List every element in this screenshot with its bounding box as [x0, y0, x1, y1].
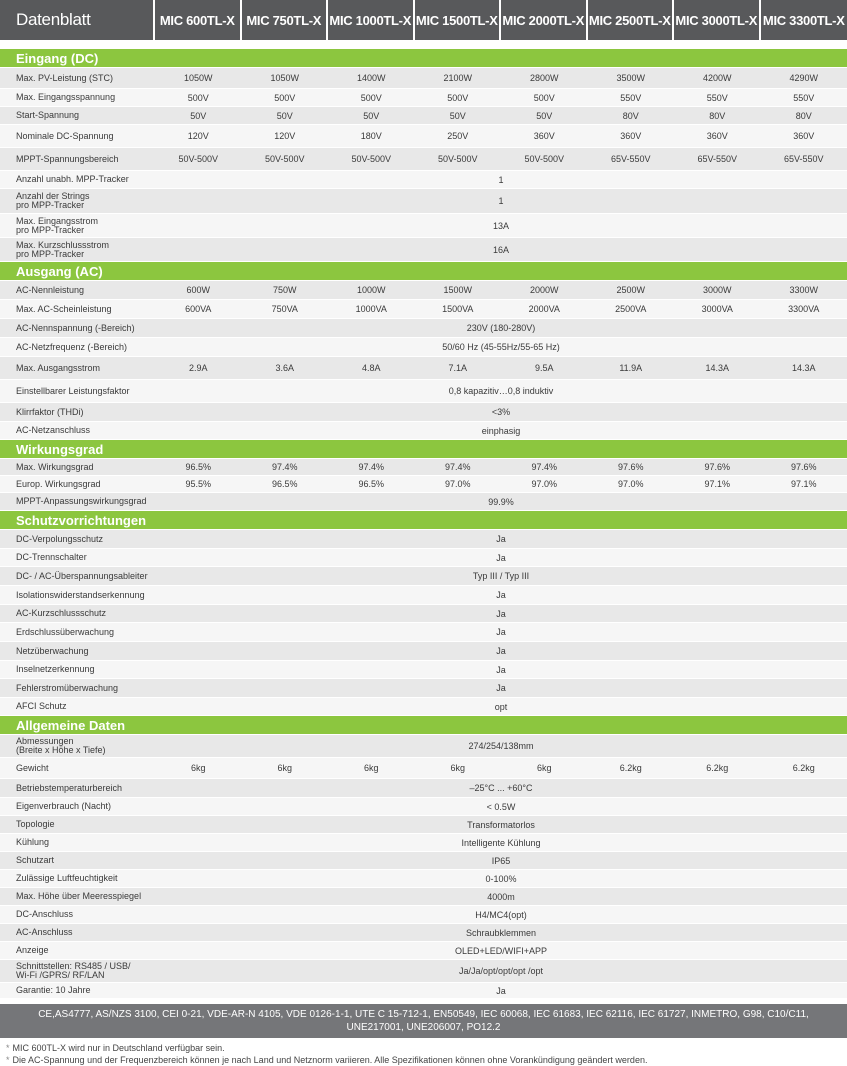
spec-value: Ja — [155, 548, 847, 566]
spec-value: 180V — [328, 124, 415, 147]
spec-label: Max. Ausgangsstrom — [0, 356, 155, 379]
spec-value: 250V — [415, 124, 502, 147]
spec-value: 3000VA — [674, 299, 761, 318]
spec-row — [0, 869, 847, 887]
spec-row — [0, 337, 847, 356]
spec-row — [0, 604, 847, 622]
spec-value: 97.1% — [761, 475, 847, 492]
spec-value: Intelligente Kühlung — [155, 833, 847, 851]
spec-value: 500V — [415, 88, 502, 106]
spec-label: Gewicht — [0, 757, 155, 778]
spec-row — [0, 833, 847, 851]
model-header: MIC 750TL-X — [242, 0, 329, 40]
spec-value: Ja/Ja/opt/opt/opt /opt — [155, 959, 847, 982]
spec-label: AFCI Schutz — [0, 697, 155, 715]
spec-value: 600W — [155, 280, 242, 299]
spec-value: Ja — [155, 622, 847, 641]
spec-value: Typ III / Typ III — [155, 566, 847, 585]
spec-value: 1 — [155, 188, 847, 213]
spec-label: Anzahl der Strings pro MPP-Tracker — [0, 188, 155, 213]
spec-value: 360V — [501, 124, 588, 147]
model-header: MIC 1500TL-X — [415, 0, 502, 40]
certifications: CE,AS4777, AS/NZS 3100, CEI 0-21, VDE-AR-N 4105, VDE 0126-1-1, UTE C 15-712-1, EN50549, IEC 60068, IEC 61683, IEC 62116, IEC 61727, INMETRO, G98, C10/C11, UNE217001, UNE206007, PO12.2 — [0, 998, 847, 1038]
spec-row — [0, 402, 847, 421]
spec-value: Schraubklemmen — [155, 923, 847, 941]
spec-label: Eigenverbrauch (Nacht) — [0, 797, 155, 815]
spec-label: Schnittstellen: RS485 / USB/ Wi-Fi /GPRS/ RF/LAN — [0, 959, 155, 982]
spec-value: 95.5% — [155, 475, 242, 492]
section-title: Wirkungsgrad — [0, 439, 847, 458]
spec-label: Garantie: 10 Jahre — [0, 982, 155, 998]
spec-label: AC-Anschluss — [0, 923, 155, 941]
spec-value: 14.3A — [674, 356, 761, 379]
spec-label: Einstellbarer Leistungsfaktor — [0, 379, 155, 402]
spec-value: 750W — [242, 280, 329, 299]
spec-value: 65V-550V — [761, 147, 847, 170]
spec-label: Netzüberwachung — [0, 641, 155, 660]
spec-value: 500V — [242, 88, 329, 106]
spec-value: 550V — [674, 88, 761, 106]
spec-row — [0, 280, 847, 299]
spec-value: 97.4% — [242, 458, 329, 475]
spec-row — [0, 299, 847, 318]
spec-row — [0, 548, 847, 566]
page-title: Datenblatt — [0, 0, 155, 40]
spec-value: 50V-500V — [328, 147, 415, 170]
spec-row — [0, 905, 847, 923]
spec-value: 6.2kg — [588, 757, 675, 778]
spec-label: AC-Nennspannung (-Bereich) — [0, 318, 155, 337]
spec-value: 230V (180-280V) — [155, 318, 847, 337]
spec-value: 97.6% — [761, 458, 847, 475]
spec-value: 1050W — [155, 67, 242, 88]
section-header — [0, 510, 847, 529]
spec-value: 50V-500V — [501, 147, 588, 170]
spec-value: Transformatorlos — [155, 815, 847, 833]
spec-label: MPPT-Anpassungswirkungsgrad — [0, 492, 155, 510]
model-header-row — [0, 0, 847, 40]
footnote: * Die AC-Spannung und der Frequenzbereich können je nach Land und Netznorm variieren. Alle Spezifikationen können ohne Vorankündigung geändert werden. — [6, 1054, 841, 1066]
model-header: MIC 1000TL-X — [328, 0, 415, 40]
spec-label: Max. Eingangsspannung — [0, 88, 155, 106]
spec-value: 80V — [761, 106, 847, 124]
spec-label: AC-Kurzschlussschutz — [0, 604, 155, 622]
spec-value: 6kg — [242, 757, 329, 778]
spec-row — [0, 458, 847, 475]
spec-value: –25°C ... +60°C — [155, 778, 847, 797]
spec-value: 1050W — [242, 67, 329, 88]
spec-row — [0, 566, 847, 585]
spec-row — [0, 492, 847, 510]
spec-label: Anzeige — [0, 941, 155, 959]
spec-value: 6.2kg — [761, 757, 847, 778]
spec-row — [0, 147, 847, 170]
spec-value: 96.5% — [242, 475, 329, 492]
spec-row — [0, 106, 847, 124]
spec-value: Ja — [155, 604, 847, 622]
spec-row — [0, 678, 847, 697]
spec-value: 2500W — [588, 280, 675, 299]
section-header — [0, 48, 847, 67]
spec-row — [0, 660, 847, 678]
spec-label: AC-Nennleistung — [0, 280, 155, 299]
spec-row — [0, 356, 847, 379]
spec-label: Klirrfaktor (THDi) — [0, 402, 155, 421]
model-header: MIC 3000TL-X — [674, 0, 761, 40]
spec-value: 65V-550V — [588, 147, 675, 170]
spec-value: 65V-550V — [674, 147, 761, 170]
section-title: Allgemeine Daten — [0, 715, 847, 734]
spec-value: 500V — [155, 88, 242, 106]
spec-value: 50V — [501, 106, 588, 124]
spec-value: 0-100% — [155, 869, 847, 887]
spec-value: Ja — [155, 678, 847, 697]
spec-row — [0, 170, 847, 188]
spec-value: 3300VA — [761, 299, 847, 318]
spec-value: 50V-500V — [242, 147, 329, 170]
spec-value: 2000VA — [501, 299, 588, 318]
model-header: MIC 3300TL-X — [761, 0, 847, 40]
spec-value: 500V — [501, 88, 588, 106]
spec-label: Max. PV-Leistung (STC) — [0, 67, 155, 88]
spec-label: DC-Anschluss — [0, 905, 155, 923]
spec-value: Ja — [155, 660, 847, 678]
certifications-row — [0, 998, 847, 1038]
spec-value: 3500W — [588, 67, 675, 88]
spec-value: 2000W — [501, 280, 588, 299]
spec-row — [0, 941, 847, 959]
spec-value: 50V — [415, 106, 502, 124]
spec-label: AC-Netzanschluss — [0, 421, 155, 439]
spec-row — [0, 982, 847, 998]
section-title: Eingang (DC) — [0, 48, 847, 67]
spec-label: DC-Verpolungsschutz — [0, 529, 155, 548]
spec-label: MPPT-Spannungsbereich — [0, 147, 155, 170]
spec-label: DC-Trennschalter — [0, 548, 155, 566]
spec-value: 6.2kg — [674, 757, 761, 778]
spec-row — [0, 815, 847, 833]
spec-value: 97.1% — [674, 475, 761, 492]
spec-value: 2800W — [501, 67, 588, 88]
spec-value: 120V — [242, 124, 329, 147]
section-title: Schutzvorrichtungen — [0, 510, 847, 529]
spec-value: 550V — [588, 88, 675, 106]
spec-row — [0, 213, 847, 237]
spec-value: 6kg — [415, 757, 502, 778]
spec-value: < 0.5W — [155, 797, 847, 815]
spec-row — [0, 124, 847, 147]
spec-value: 9.5A — [501, 356, 588, 379]
spec-label: Isolationswiderstandserkennung — [0, 585, 155, 604]
spec-label: Anzahl unabh. MPP-Tracker — [0, 170, 155, 188]
spec-value: 97.6% — [588, 458, 675, 475]
spec-value: 16A — [155, 237, 847, 261]
section-header — [0, 261, 847, 280]
spec-value: 1000VA — [328, 299, 415, 318]
spec-value: 0,8 kapazitiv…0,8 induktiv — [155, 379, 847, 402]
spec-label: AC-Netzfrequenz (-Bereich) — [0, 337, 155, 356]
spec-value: 360V — [588, 124, 675, 147]
spec-label: Max. Kurzschlussstrom pro MPP-Tracker — [0, 237, 155, 261]
spec-value: 97.4% — [501, 458, 588, 475]
spec-row — [0, 734, 847, 757]
spec-value: 4200W — [674, 67, 761, 88]
spec-row — [0, 757, 847, 778]
spec-value: 97.0% — [415, 475, 502, 492]
spec-value: 97.0% — [588, 475, 675, 492]
spec-label: Inselnetzerkennung — [0, 660, 155, 678]
spec-value: 120V — [155, 124, 242, 147]
spec-value: 97.0% — [501, 475, 588, 492]
spec-value: IP65 — [155, 851, 847, 869]
spec-value: 97.6% — [674, 458, 761, 475]
spec-row — [0, 797, 847, 815]
spec-row — [0, 318, 847, 337]
spec-value: 6kg — [328, 757, 415, 778]
spec-value: 96.5% — [328, 475, 415, 492]
spec-label: Max. AC-Scheinleistung — [0, 299, 155, 318]
spec-row — [0, 188, 847, 213]
spec-value: Ja — [155, 585, 847, 604]
model-header: MIC 600TL-X — [155, 0, 242, 40]
footnote: * MIC 600TL-X wird nur in Deutschland verfügbar sein. — [6, 1042, 841, 1054]
spec-row — [0, 237, 847, 261]
spec-value: 6kg — [155, 757, 242, 778]
section-header — [0, 715, 847, 734]
spec-value: 50/60 Hz (45-55Hz/55-65 Hz) — [155, 337, 847, 356]
spec-value: 1400W — [328, 67, 415, 88]
spec-value: Ja — [155, 641, 847, 660]
spec-value: 550V — [761, 88, 847, 106]
spec-row — [0, 529, 847, 548]
spec-label: Betriebstemperaturbereich — [0, 778, 155, 797]
spec-label: DC- / AC-Überspannungsableiter — [0, 566, 155, 585]
spec-value: 50V — [242, 106, 329, 124]
spec-row — [0, 421, 847, 439]
spec-row — [0, 88, 847, 106]
spec-value: 99.9% — [155, 492, 847, 510]
spec-row — [0, 67, 847, 88]
spec-label: Start-Spannung — [0, 106, 155, 124]
spec-value: 50V-500V — [155, 147, 242, 170]
spec-label: Erdschlussüberwachung — [0, 622, 155, 641]
spec-value: 50V — [155, 106, 242, 124]
spec-row — [0, 379, 847, 402]
spec-value: 80V — [588, 106, 675, 124]
section-header — [0, 439, 847, 458]
spec-label: Max. Höhe über Meeresspiegel — [0, 887, 155, 905]
spec-value: 3.6A — [242, 356, 329, 379]
spec-value: 1500W — [415, 280, 502, 299]
spec-value: 7.1A — [415, 356, 502, 379]
spec-row — [0, 959, 847, 982]
spec-value: H4/MC4(opt) — [155, 905, 847, 923]
spec-value: 2100W — [415, 67, 502, 88]
spec-value: opt — [155, 697, 847, 715]
spec-label: Zulässige Luftfeuchtigkeit — [0, 869, 155, 887]
spec-value: 6kg — [501, 757, 588, 778]
spec-row — [0, 475, 847, 492]
spec-value: 4.8A — [328, 356, 415, 379]
spec-value: 500V — [328, 88, 415, 106]
spec-value: Ja — [155, 529, 847, 548]
spec-value: 360V — [761, 124, 847, 147]
spec-value: 4290W — [761, 67, 847, 88]
spec-value: 80V — [674, 106, 761, 124]
spec-value: einphasig — [155, 421, 847, 439]
asterisk-icon: * — [6, 1055, 10, 1065]
spec-label: Max. Eingangsstrom pro MPP-Tracker — [0, 213, 155, 237]
spec-value: 1 — [155, 170, 847, 188]
spec-value: 50V — [328, 106, 415, 124]
spec-value: 97.4% — [328, 458, 415, 475]
spec-value: 96.5% — [155, 458, 242, 475]
spec-label: Max. Wirkungsgrad — [0, 458, 155, 475]
spec-value: 97.4% — [415, 458, 502, 475]
spec-row — [0, 851, 847, 869]
spec-value: 14.3A — [761, 356, 847, 379]
footnotes — [0, 1038, 847, 1066]
spec-label: Europ. Wirkungsgrad — [0, 475, 155, 492]
spec-value: <3% — [155, 402, 847, 421]
spec-label: Nominale DC-Spannung — [0, 124, 155, 147]
model-header: MIC 2500TL-X — [588, 0, 675, 40]
asterisk-icon: * — [6, 1043, 10, 1053]
spec-value: 3000W — [674, 280, 761, 299]
spec-row — [0, 778, 847, 797]
spec-value: Ja — [155, 982, 847, 998]
spec-value: 50V-500V — [415, 147, 502, 170]
spec-row — [0, 887, 847, 905]
spec-value: 360V — [674, 124, 761, 147]
spec-value: OLED+LED/WIFI+APP — [155, 941, 847, 959]
spec-row — [0, 585, 847, 604]
spec-label: Kühlung — [0, 833, 155, 851]
spec-row — [0, 641, 847, 660]
spec-value: 4000m — [155, 887, 847, 905]
spec-value: 274/254/138mm — [155, 734, 847, 757]
spec-body — [0, 48, 847, 998]
spec-label: Topologie — [0, 815, 155, 833]
spec-value: 750VA — [242, 299, 329, 318]
spec-value: 11.9A — [588, 356, 675, 379]
spec-row — [0, 697, 847, 715]
spec-label: Schutzart — [0, 851, 155, 869]
spec-value: 600VA — [155, 299, 242, 318]
spec-value: 2.9A — [155, 356, 242, 379]
model-header: MIC 2000TL-X — [501, 0, 588, 40]
spec-row — [0, 923, 847, 941]
spec-row — [0, 622, 847, 641]
section-title: Ausgang (AC) — [0, 261, 847, 280]
spec-value: 3300W — [761, 280, 847, 299]
spec-label: Abmessungen (Breite x Höhe x Tiefe) — [0, 734, 155, 757]
spec-value: 1000W — [328, 280, 415, 299]
spec-label: Fehlerstromüberwachung — [0, 678, 155, 697]
spec-value: 1500VA — [415, 299, 502, 318]
spec-value: 2500VA — [588, 299, 675, 318]
spec-value: 13A — [155, 213, 847, 237]
